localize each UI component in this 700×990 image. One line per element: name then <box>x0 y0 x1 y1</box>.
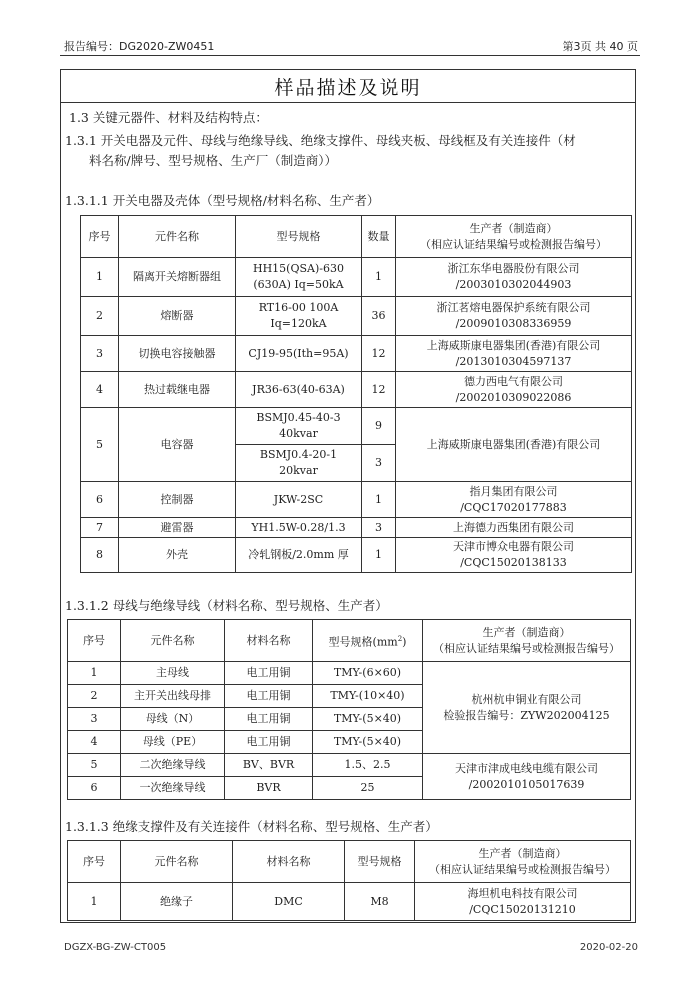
table-cell <box>396 482 632 518</box>
cell-text: HH15(QSA)-630 <box>253 262 344 275</box>
table-cell <box>313 620 423 662</box>
table-cell: 1 <box>362 538 396 573</box>
report-number: 报告编号：DG2020-ZW0451 <box>64 40 215 53</box>
table-cell: 3 <box>362 518 396 538</box>
table-cell: 元件名称 <box>121 841 233 883</box>
table-cell: 4 <box>81 372 119 408</box>
table-cell <box>236 408 362 445</box>
cell-text: 海坦机电科技有限公司 <box>467 886 578 900</box>
table-cell: 二次绝缘导线 <box>121 754 225 777</box>
table-cell: 1 <box>68 662 121 685</box>
table-cell: 电工用铜 <box>225 708 313 731</box>
table-cell: 材料名称 <box>225 620 313 662</box>
cell-text: /2003010302044903 <box>455 278 572 291</box>
table-cell: 型号规格 <box>345 841 415 883</box>
table-cell: TMY-(6×60) <box>313 662 423 685</box>
busbar-table <box>67 619 631 800</box>
table-cell: 序号 <box>68 841 121 883</box>
table-cell: TMY-(5×40) <box>313 708 423 731</box>
table-row <box>81 408 632 445</box>
cell-text: 生产者（制造商） <box>478 846 567 860</box>
table-cell: 1 <box>362 258 396 297</box>
table-header-row <box>81 216 632 258</box>
table-cell: CJ19-95(Ith=95A) <box>236 336 362 372</box>
table-cell: 1.5、2.5 <box>313 754 423 777</box>
table-cell <box>415 883 631 921</box>
table-cell: JKW-2SC <box>236 482 362 518</box>
table-cell: 8 <box>81 538 119 573</box>
table-cell: TMY-(5×40) <box>313 731 423 754</box>
table-cell <box>236 297 362 336</box>
table-cell <box>423 662 631 754</box>
table-cell: 3 <box>362 445 396 482</box>
col-header-qty: 数量 <box>362 216 396 258</box>
table-cell: 6 <box>68 777 121 800</box>
table-cell: 5 <box>68 754 121 777</box>
cell-text: 浙江东华电器股份有限公司 <box>447 262 580 275</box>
table1-heading: 1.3.1.1 开关电器及壳体（型号规格/材料名称、生产者） <box>65 193 380 208</box>
table-cell: 上海德力西集团有限公司 <box>396 518 632 538</box>
table-cell: 一次绝缘导线 <box>121 777 225 800</box>
table-cell: BV、BVR <box>225 754 313 777</box>
section-1-3-1-line1: 1.3.1 开关电器及元件、母线与绝缘导线、绝缘支撑件、母线夹板、母线框及有关连接件（材 <box>65 133 576 148</box>
table-cell: 切换电容接触器 <box>119 336 236 372</box>
cell-text: 浙江茗熔电器保护系统有限公司 <box>436 301 591 314</box>
table-cell: 外壳 <box>119 538 236 573</box>
header-rule <box>60 55 640 56</box>
table-cell: 电工用铜 <box>225 731 313 754</box>
table-cell: 绝缘子 <box>121 883 233 921</box>
table-cell: 12 <box>362 336 396 372</box>
table-cell: 电工用铜 <box>225 662 313 685</box>
table-cell: 隔离开关熔断器组 <box>119 258 236 297</box>
table-cell: 36 <box>362 297 396 336</box>
col-header-model: 型号规格 <box>236 216 362 258</box>
table-cell: 序号 <box>68 620 121 662</box>
col-header-name: 元件名称 <box>119 216 236 258</box>
table-cell <box>415 841 631 883</box>
table-cell <box>396 297 632 336</box>
cell-text: /CQC15020138133 <box>460 556 567 569</box>
table-cell: 电容器 <box>119 408 236 482</box>
page-title: 样品描述及说明 <box>274 77 422 99</box>
table2-heading: 1.3.1.2 母线与绝缘导线（材料名称、型号规格、生产者） <box>65 598 388 613</box>
table-row <box>68 754 631 777</box>
switchgear-table <box>80 215 632 573</box>
cell-text: （相应认证结果编号或检测报告编号） <box>433 641 620 655</box>
table-cell: 7 <box>81 518 119 538</box>
cell-text: ) <box>402 635 407 649</box>
col-header-no: 序号 <box>81 216 119 258</box>
table-cell: 1 <box>81 258 119 297</box>
table-cell <box>396 538 632 573</box>
table-cell: TMY-(10×40) <box>313 685 423 708</box>
table-cell <box>423 620 631 662</box>
table-header-row <box>68 841 631 883</box>
table-cell: 6 <box>81 482 119 518</box>
cell-text: RT16-00 100A <box>258 301 339 314</box>
table3-heading: 1.3.1.3 绝缘支撑件及有关连接件（材料名称、型号规格、生产者） <box>65 819 438 834</box>
table-cell: JR36-63(40-63A) <box>236 372 362 408</box>
cell-text: 生产者（制造商） <box>482 625 571 639</box>
cell-text: （相应认证结果编号或检测报告编号） <box>420 237 607 251</box>
table-cell: 熔断器 <box>119 297 236 336</box>
table-cell: 12 <box>362 372 396 408</box>
table-cell: 1 <box>362 482 396 518</box>
cell-text: 20kvar <box>279 464 318 477</box>
cell-text: 上海威斯康电器集团(香港)有限公司 <box>426 338 601 352</box>
table-cell <box>396 258 632 297</box>
table-cell: 1 <box>68 883 121 921</box>
cell-text: BSMJ0.45-40-3 <box>256 411 341 424</box>
cell-text: BSMJ0.4-20-1 <box>259 448 338 461</box>
cell-text: 检验报告编号：ZYW202004125 <box>443 708 610 722</box>
table-row <box>81 336 632 372</box>
table-cell <box>236 258 362 297</box>
table-cell: 避雷器 <box>119 518 236 538</box>
section-1-3-1-line2: 料名称/牌号、型号规格、生产厂（制造商）） <box>89 153 337 168</box>
table-cell <box>396 336 632 372</box>
table-cell: 热过载继电器 <box>119 372 236 408</box>
table-cell: 9 <box>362 408 396 445</box>
table-cell <box>236 445 362 482</box>
cell-text: 型号规格(mm <box>328 635 398 649</box>
cell-text: 指月集团有限公司 <box>469 484 558 498</box>
page-info: 第3页 共 40 页 <box>562 40 638 53</box>
table-row <box>81 482 632 518</box>
table-cell: 控制器 <box>119 482 236 518</box>
table-cell: BVR <box>225 777 313 800</box>
table-cell: 电工用铜 <box>225 685 313 708</box>
cell-text: /2002010309022086 <box>455 390 572 404</box>
table-row <box>81 372 632 408</box>
table-cell: 母线（N） <box>121 708 225 731</box>
cell-text: /2002010105017639 <box>468 777 585 791</box>
cell-text: /CQC15020131210 <box>469 902 576 916</box>
cell-text: 天津市博众电器有限公司 <box>453 540 574 553</box>
table-cell <box>423 754 631 800</box>
table-row <box>81 518 632 538</box>
table-row <box>68 662 631 685</box>
cell-text: 天津市津成电线电缆有限公司 <box>455 761 598 775</box>
insulator-table <box>67 840 631 921</box>
table-cell: YH1.5W-0.28/1.3 <box>236 518 362 538</box>
cell-text: 2 <box>397 634 403 643</box>
table-row <box>81 538 632 573</box>
table-cell: 上海威斯康电器集团(香港)有限公司 <box>396 408 632 482</box>
title-rule <box>61 102 635 103</box>
cell-text: /2009010308336959 <box>455 317 572 330</box>
section-1-3: 1.3 关键元器件、材料及结构特点： <box>69 110 268 125</box>
table-cell: 25 <box>313 777 423 800</box>
table-cell: 母线（PE） <box>121 731 225 754</box>
table-cell: 2 <box>81 297 119 336</box>
table-row <box>68 883 631 921</box>
table-row <box>81 258 632 297</box>
cell-text: 生产者（制造商） <box>469 221 558 235</box>
col-header-manufacturer <box>396 216 632 258</box>
cell-text: 德力西电气有限公司 <box>464 374 563 388</box>
table-cell: M8 <box>345 883 415 921</box>
cell-text: 杭州杭申铜业有限公司 <box>471 692 582 706</box>
cell-text: （相应认证结果编号或检测报告编号） <box>429 862 616 876</box>
table-cell: 冷轧钢板/2.0mm 厚 <box>236 538 362 573</box>
table-cell: 元件名称 <box>121 620 225 662</box>
table-row <box>81 297 632 336</box>
form-code: DGZX-BG-ZW-CT005 <box>64 942 167 953</box>
table-cell <box>396 372 632 408</box>
cell-text: (630A) Iq=50kA <box>253 278 344 291</box>
cell-text: Iq=120kA <box>270 317 327 330</box>
table-cell: 4 <box>68 731 121 754</box>
table-cell: 主开关出线母排 <box>121 685 225 708</box>
table-cell: 3 <box>81 336 119 372</box>
table-cell: 主母线 <box>121 662 225 685</box>
cell-text: 40kvar <box>279 427 318 440</box>
content-frame <box>60 69 636 923</box>
table-cell: 5 <box>81 408 119 482</box>
table-cell: 材料名称 <box>233 841 345 883</box>
cell-text: /CQC17020177883 <box>460 500 567 514</box>
cell-text: /2013010304597137 <box>455 354 572 368</box>
table-cell: 2 <box>68 685 121 708</box>
table-cell: DMC <box>233 883 345 921</box>
table-cell: 3 <box>68 708 121 731</box>
footer-date: 2020-02-20 <box>579 942 638 953</box>
table-header-row <box>68 620 631 662</box>
